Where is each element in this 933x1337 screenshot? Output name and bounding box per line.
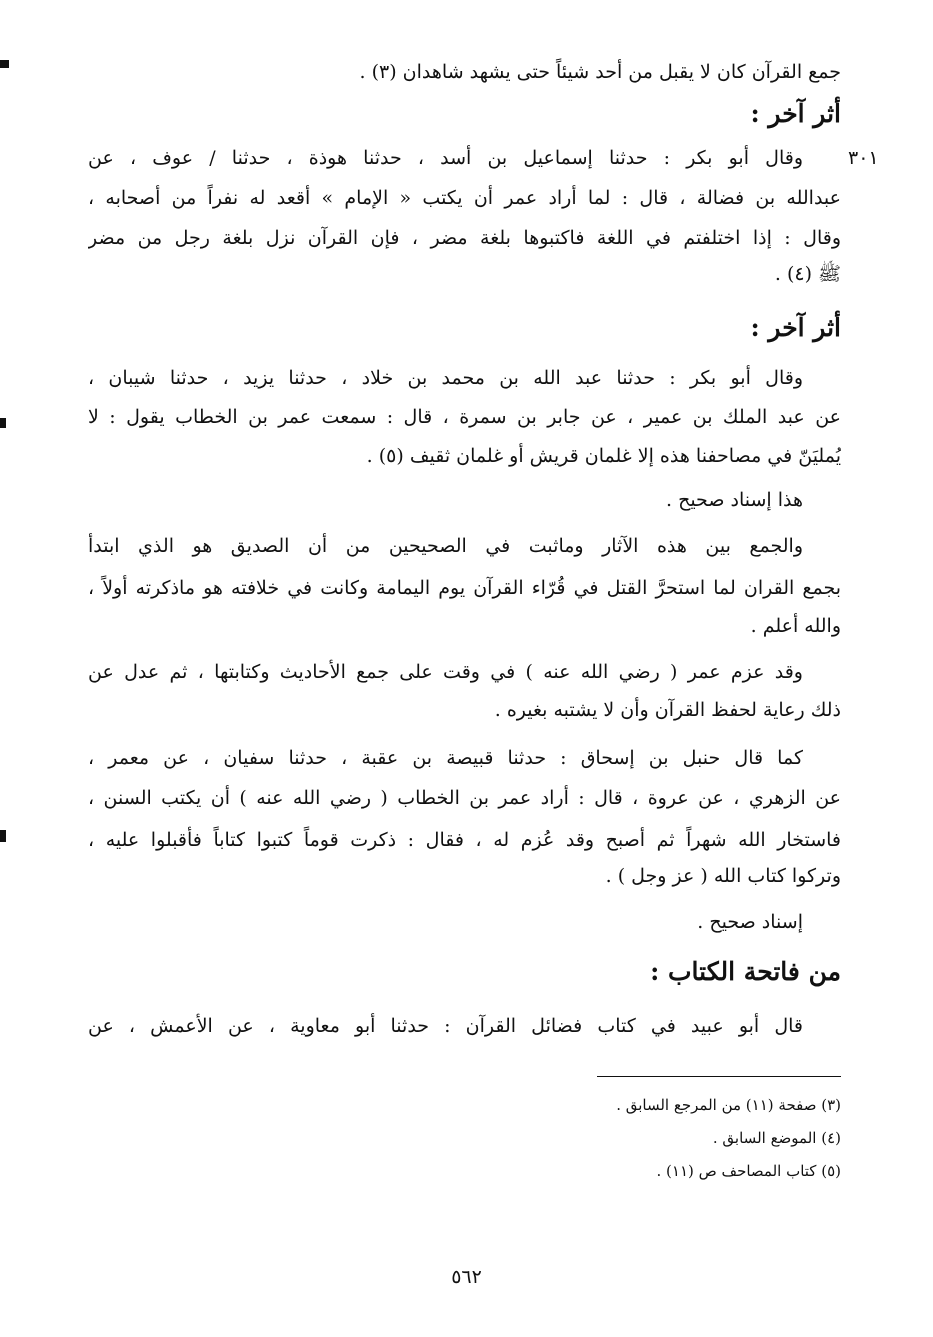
text-line: عن الزهري ، عن عروة ، قال : أراد عمر بن الخطاب ( رضي الله عنه ) أن يكتب السنن ، xyxy=(88,787,841,809)
text-line: يُمليَنّ في مصاحفنا هذه إلا غلمان قريش أو غلمان ثقيف (٥) . xyxy=(366,445,841,467)
section-heading: من فاتحة الكتاب : xyxy=(650,957,841,986)
text-line: كما قال حنبل بن إسحاق : حدثنا قبيصة بن عقبة ، حدثنا سفيان ، عن معمر ، xyxy=(88,747,803,769)
text-line: قال أبو عبيد في كتاب فضائل القرآن : حدثنا أبو معاوية ، عن الأعمش ، عن xyxy=(88,1015,803,1037)
text-line: عبدالله بن فضالة ، قال : لما أراد عمر أن يكتب « الإمام » أقعد له نفراً من أصحابه ، xyxy=(88,187,841,209)
text-line: إسناد صحيح . xyxy=(697,911,803,933)
text-line: عن عبد الملك بن عمير ، عن جابر بن سمرة ، قال : سمعت عمر بن الخطاب يقول : لا xyxy=(88,406,841,428)
footnote: (٣) صفحة (١١) من المرجع السابق . xyxy=(616,1096,841,1114)
text-line: جمع القرآن كان لا يقبل من أحد شيئاً حتى يشهد شاهدان (٣) . xyxy=(359,61,841,83)
text-line: هذا إسناد صحيح . xyxy=(665,489,803,511)
text-line: ﷺ (٤) . xyxy=(774,263,841,285)
verse-number: ٣٠١ xyxy=(848,147,879,169)
footnote: (٤) الموضع السابق . xyxy=(712,1129,841,1147)
text-line: وقال أبو بكر : حدثنا إسماعيل بن أسد ، حدثنا هوذة ، حدثنا / عوف ، عن xyxy=(88,147,803,169)
text-line: وقد عزم عمر ( رضي الله عنه ) في وقت على جمع الأحاديث وكتابتها ، ثم عدل عن xyxy=(88,661,803,683)
binding-mark xyxy=(0,418,6,428)
footnote-rule xyxy=(597,1076,841,1077)
section-heading: أثر آخر : xyxy=(750,99,841,128)
binding-mark xyxy=(0,60,9,68)
text-line: والجمع بين هذه الآثار وماثبت في الصحيحين من أن الصديق هو الذي ابتدأ xyxy=(88,535,803,557)
text-line: ذلك رعاية لحفظ القرآن وأن لا يشتبه بغيره . xyxy=(494,699,841,721)
page-number: ٥٦٢ xyxy=(451,1266,482,1288)
section-heading: أثر آخر : xyxy=(750,313,841,342)
text-line: وقال أبو بكر : حدثنا عبد الله بن محمد بن خلاد ، حدثنا يزيد ، حدثنا شيبان ، xyxy=(88,367,803,389)
footnote: (٥) كتاب المصاحف ص (١١) . xyxy=(656,1162,841,1180)
binding-mark xyxy=(0,830,6,842)
text-line: وتركوا كتاب الله ( عز وجل ) . xyxy=(605,865,841,887)
text-line: بجمع القران لما استحرَّ القتل في قُرّاء القرآن يوم اليمامة وكانت في خلافته هو ماذكرته أولاً ، xyxy=(88,577,841,599)
text-line: وقال : إذا اختلفتم في اللغة فاكتبوها بلغة مضر ، فإن القرآن نزل بلغة رجل من مضر xyxy=(88,227,841,249)
text-line: فاستخار الله شهراً ثم أصبح وقد عُزم له ، فقال : ذكرت قوماً كتبوا كتاباً فأقبلوا عليه ، xyxy=(88,829,841,851)
text-line: والله أعلم . xyxy=(750,615,841,637)
